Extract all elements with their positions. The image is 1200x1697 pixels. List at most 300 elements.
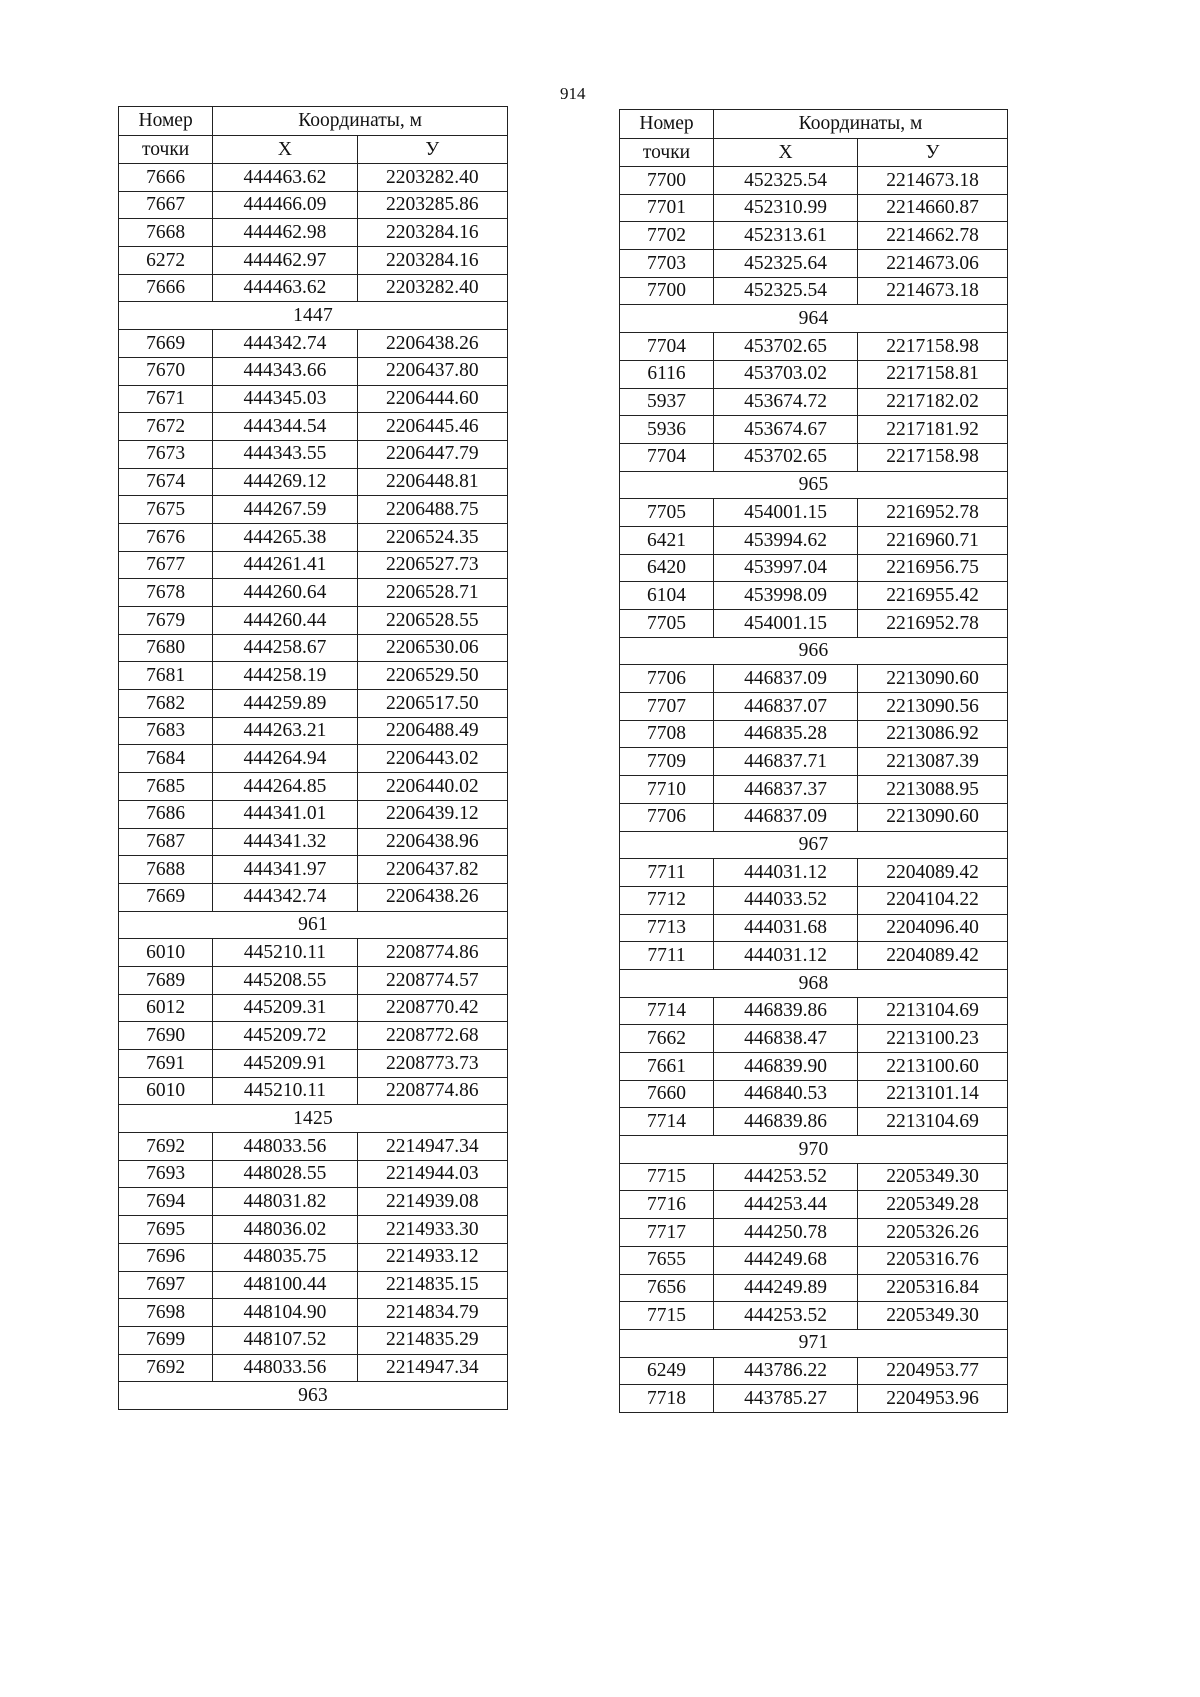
x-coordinate-cell: 446837.09 [714, 803, 858, 831]
point-number-cell: 7668 [119, 219, 213, 247]
table-row [119, 1160, 508, 1188]
point-number-cell: 7689 [119, 966, 213, 994]
point-number-header-line2: точки [620, 138, 714, 167]
table-row [119, 800, 508, 828]
table-row [119, 1299, 508, 1327]
y-coordinate-cell: 2206445.46 [357, 413, 507, 441]
x-coordinate-cell: 453702.65 [714, 443, 858, 471]
x-coordinate-cell: 444033.52 [714, 886, 858, 914]
x-coordinate-cell: 444031.12 [714, 942, 858, 970]
y-coordinate-cell: 2214834.79 [357, 1299, 507, 1327]
y-coordinate-cell: 2204089.42 [858, 859, 1008, 887]
y-coordinate-cell: 2205349.28 [858, 1191, 1008, 1219]
x-coordinate-cell: 453674.67 [714, 416, 858, 444]
point-number-header: Номер [119, 107, 213, 136]
table-row [119, 496, 508, 524]
point-number-cell: 6012 [119, 994, 213, 1022]
x-coordinate-cell: 454001.15 [714, 610, 858, 638]
x-coordinate-cell: 448036.02 [213, 1216, 357, 1244]
x-coordinate-cell: 452325.54 [714, 167, 858, 195]
x-coordinate-cell: 448033.56 [213, 1354, 357, 1382]
x-coordinate-cell: 448104.90 [213, 1299, 357, 1327]
point-number-cell: 7714 [620, 1108, 714, 1136]
y-coordinate-cell: 2206448.81 [357, 468, 507, 496]
point-number-cell: 7685 [119, 773, 213, 801]
point-number-cell: 7691 [119, 1050, 213, 1078]
x-coordinate-cell: 444342.74 [213, 330, 357, 358]
x-coordinate-cell: 444341.01 [213, 800, 357, 828]
x-coordinate-cell: 446840.53 [714, 1080, 858, 1108]
coordinates-header: Координаты, м [213, 107, 508, 136]
point-number-cell: 7701 [620, 194, 714, 222]
x-coordinate-cell: 444253.44 [714, 1191, 858, 1219]
y-coordinate-cell: 2205349.30 [858, 1302, 1008, 1330]
table-row [119, 1354, 508, 1382]
x-coordinate-cell: 444345.03 [213, 385, 357, 413]
table-row [119, 330, 508, 358]
x-coordinate-cell: 444341.32 [213, 828, 357, 856]
table-row [119, 1271, 508, 1299]
point-number-cell: 7675 [119, 496, 213, 524]
group-row [620, 471, 1008, 499]
point-number-cell: 7682 [119, 690, 213, 718]
x-coordinate-cell: 444462.98 [213, 219, 357, 247]
x-coordinate-cell: 443785.27 [714, 1385, 858, 1413]
x-column-header: Х [213, 135, 357, 164]
point-number-cell: 5936 [620, 416, 714, 444]
table-row [620, 1080, 1008, 1108]
group-row [119, 302, 508, 330]
coordinates-table-left [118, 106, 508, 1410]
coordinates-header: Координаты, м [714, 110, 1008, 139]
y-coordinate-cell: 2213090.60 [858, 665, 1008, 693]
point-number-cell: 6104 [620, 582, 714, 610]
group-label: 961 [119, 911, 508, 939]
y-coordinate-cell: 2214947.34 [357, 1354, 507, 1382]
point-number-cell: 7672 [119, 413, 213, 441]
x-coordinate-cell: 448100.44 [213, 1271, 357, 1299]
group-row [620, 1136, 1008, 1164]
point-number-cell: 7673 [119, 440, 213, 468]
group-label: 967 [620, 831, 1008, 859]
point-number-cell: 6249 [620, 1357, 714, 1385]
table-row [119, 939, 508, 967]
table-row [119, 1188, 508, 1216]
table-row [620, 610, 1008, 638]
x-coordinate-cell: 445208.55 [213, 966, 357, 994]
x-coordinate-cell: 453994.62 [714, 526, 858, 554]
x-coordinate-cell: 444250.78 [714, 1219, 858, 1247]
point-number-cell: 7713 [620, 914, 714, 942]
y-coordinate-cell: 2206444.60 [357, 385, 507, 413]
table-row [620, 665, 1008, 693]
table-row [620, 250, 1008, 278]
table-row [119, 634, 508, 662]
y-coordinate-cell: 2206524.35 [357, 523, 507, 551]
x-coordinate-cell: 446835.28 [714, 720, 858, 748]
point-number-cell: 7715 [620, 1302, 714, 1330]
table-row [620, 416, 1008, 444]
point-number-cell: 7684 [119, 745, 213, 773]
point-number-cell: 7697 [119, 1271, 213, 1299]
x-coordinate-cell: 444343.55 [213, 440, 357, 468]
y-coordinate-cell: 2217181.92 [858, 416, 1008, 444]
y-coordinate-cell: 2217158.81 [858, 360, 1008, 388]
x-coordinate-cell: 444249.89 [714, 1274, 858, 1302]
table-row [119, 385, 508, 413]
y-coordinate-cell: 2213090.60 [858, 803, 1008, 831]
table-row [119, 1022, 508, 1050]
table-row [620, 886, 1008, 914]
table-row [620, 1302, 1008, 1330]
y-coordinate-cell: 2217182.02 [858, 388, 1008, 416]
y-coordinate-cell: 2204953.77 [858, 1357, 1008, 1385]
table-row [119, 219, 508, 247]
table-row [620, 748, 1008, 776]
x-coordinate-cell: 444253.52 [714, 1302, 858, 1330]
y-coordinate-cell: 2203285.86 [357, 191, 507, 219]
group-label: 1425 [119, 1105, 508, 1133]
y-coordinate-cell: 2213100.23 [858, 1025, 1008, 1053]
x-coordinate-cell: 446838.47 [714, 1025, 858, 1053]
y-coordinate-cell: 2206437.82 [357, 856, 507, 884]
point-number-cell: 7711 [620, 859, 714, 887]
table-row [620, 1191, 1008, 1219]
table-row [119, 856, 508, 884]
y-column-header: У [858, 138, 1008, 167]
group-row [620, 305, 1008, 333]
point-number-cell: 7699 [119, 1326, 213, 1354]
point-number-cell: 7704 [620, 333, 714, 361]
y-coordinate-cell: 2214673.18 [858, 277, 1008, 305]
point-number-cell: 7718 [620, 1385, 714, 1413]
table-row [620, 554, 1008, 582]
table-row [119, 994, 508, 1022]
y-coordinate-cell: 2206488.75 [357, 496, 507, 524]
table-row [119, 717, 508, 745]
point-number-header-line2: точки [119, 135, 213, 164]
table-row [119, 1326, 508, 1354]
point-number-cell: 7711 [620, 942, 714, 970]
point-number-cell: 7716 [620, 1191, 714, 1219]
x-coordinate-cell: 446837.37 [714, 776, 858, 804]
point-number-cell: 7706 [620, 665, 714, 693]
y-coordinate-cell: 2205316.84 [858, 1274, 1008, 1302]
x-coordinate-cell: 446837.09 [714, 665, 858, 693]
table-row [620, 333, 1008, 361]
y-coordinate-cell: 2217158.98 [858, 443, 1008, 471]
group-label: 970 [620, 1136, 1008, 1164]
y-coordinate-cell: 2206527.73 [357, 551, 507, 579]
point-number-cell: 7700 [620, 277, 714, 305]
point-number-header: Номер [620, 110, 714, 139]
point-number-cell: 7681 [119, 662, 213, 690]
table-row [620, 942, 1008, 970]
group-label: 966 [620, 637, 1008, 665]
group-row [620, 969, 1008, 997]
y-coordinate-cell: 2213100.60 [858, 1053, 1008, 1081]
y-coordinate-cell: 2204089.42 [858, 942, 1008, 970]
x-coordinate-cell: 446839.86 [714, 997, 858, 1025]
y-coordinate-cell: 2216955.42 [858, 582, 1008, 610]
table-row [119, 247, 508, 275]
point-number-cell: 7696 [119, 1243, 213, 1271]
point-number-cell: 7674 [119, 468, 213, 496]
y-coordinate-cell: 2206438.96 [357, 828, 507, 856]
table-row [620, 1108, 1008, 1136]
table-row [119, 690, 508, 718]
table-row [620, 776, 1008, 804]
x-coordinate-cell: 444258.67 [213, 634, 357, 662]
point-number-cell: 7705 [620, 499, 714, 527]
x-coordinate-cell: 444463.62 [213, 274, 357, 302]
point-number-cell: 7666 [119, 164, 213, 192]
point-number-cell: 7667 [119, 191, 213, 219]
table-row [119, 1216, 508, 1244]
table-row [620, 443, 1008, 471]
y-coordinate-cell: 2204096.40 [858, 914, 1008, 942]
table-row [119, 1133, 508, 1161]
x-coordinate-cell: 444258.19 [213, 662, 357, 690]
y-coordinate-cell: 2213088.95 [858, 776, 1008, 804]
point-number-cell: 7692 [119, 1133, 213, 1161]
x-coordinate-cell: 444031.68 [714, 914, 858, 942]
table-row [119, 579, 508, 607]
y-coordinate-cell: 2213086.92 [858, 720, 1008, 748]
point-number-cell: 7692 [119, 1354, 213, 1382]
point-number-cell: 7712 [620, 886, 714, 914]
point-number-cell: 6116 [620, 360, 714, 388]
point-number-cell: 7698 [119, 1299, 213, 1327]
x-coordinate-cell: 448028.55 [213, 1160, 357, 1188]
x-coordinate-cell: 444261.41 [213, 551, 357, 579]
x-coordinate-cell: 444253.52 [714, 1163, 858, 1191]
point-number-cell: 7669 [119, 883, 213, 911]
group-row [620, 1329, 1008, 1357]
table-body-left [119, 164, 508, 1410]
y-coordinate-cell: 2206447.79 [357, 440, 507, 468]
point-number-cell: 7677 [119, 551, 213, 579]
y-coordinate-cell: 2205349.30 [858, 1163, 1008, 1191]
coordinates-table-right [619, 109, 1008, 1413]
point-number-cell: 6010 [119, 939, 213, 967]
x-coordinate-cell: 444466.09 [213, 191, 357, 219]
table-row [620, 803, 1008, 831]
y-coordinate-cell: 2204104.22 [858, 886, 1008, 914]
table-row [119, 551, 508, 579]
table-row [119, 1077, 508, 1105]
x-coordinate-cell: 444259.89 [213, 690, 357, 718]
table-row [620, 167, 1008, 195]
y-coordinate-cell: 2203284.16 [357, 219, 507, 247]
point-number-cell: 7717 [620, 1219, 714, 1247]
table-row [620, 582, 1008, 610]
table-row [620, 914, 1008, 942]
y-coordinate-cell: 2206528.71 [357, 579, 507, 607]
table-row [620, 360, 1008, 388]
x-column-header: Х [714, 138, 858, 167]
point-number-cell: 6421 [620, 526, 714, 554]
table-row [119, 274, 508, 302]
y-coordinate-cell: 2214673.06 [858, 250, 1008, 278]
point-number-cell: 7670 [119, 357, 213, 385]
group-row [620, 831, 1008, 859]
x-coordinate-cell: 445209.31 [213, 994, 357, 1022]
group-row [119, 1105, 508, 1133]
x-coordinate-cell: 444260.44 [213, 607, 357, 635]
point-number-cell: 6272 [119, 247, 213, 275]
point-number-cell: 7662 [620, 1025, 714, 1053]
table-body-right [620, 167, 1008, 1413]
y-coordinate-cell: 2214933.30 [357, 1216, 507, 1244]
x-coordinate-cell: 444263.21 [213, 717, 357, 745]
point-number-cell: 6010 [119, 1077, 213, 1105]
x-coordinate-cell: 452325.54 [714, 277, 858, 305]
point-number-cell: 7656 [620, 1274, 714, 1302]
y-coordinate-cell: 2214835.29 [357, 1326, 507, 1354]
table-row [620, 693, 1008, 721]
table-row [119, 523, 508, 551]
x-coordinate-cell: 453702.65 [714, 333, 858, 361]
table-row [620, 1053, 1008, 1081]
point-number-cell: 7705 [620, 610, 714, 638]
y-coordinate-cell: 2216952.78 [858, 499, 1008, 527]
y-coordinate-cell: 2216952.78 [858, 610, 1008, 638]
x-coordinate-cell: 448031.82 [213, 1188, 357, 1216]
y-coordinate-cell: 2214947.34 [357, 1133, 507, 1161]
x-coordinate-cell: 448033.56 [213, 1133, 357, 1161]
point-number-cell: 7666 [119, 274, 213, 302]
table-row [119, 468, 508, 496]
y-coordinate-cell: 2214939.08 [357, 1188, 507, 1216]
x-coordinate-cell: 444260.64 [213, 579, 357, 607]
point-number-cell: 7679 [119, 607, 213, 635]
y-coordinate-cell: 2208774.57 [357, 966, 507, 994]
table-row [620, 1385, 1008, 1413]
y-coordinate-cell: 2206517.50 [357, 690, 507, 718]
point-number-cell: 7678 [119, 579, 213, 607]
y-coordinate-cell: 2208770.42 [357, 994, 507, 1022]
table-row [119, 1243, 508, 1271]
point-number-cell: 7683 [119, 717, 213, 745]
x-coordinate-cell: 453674.72 [714, 388, 858, 416]
x-coordinate-cell: 444249.68 [714, 1246, 858, 1274]
point-number-cell: 7706 [620, 803, 714, 831]
table-row [620, 1274, 1008, 1302]
point-number-cell: 7693 [119, 1160, 213, 1188]
table-row [620, 526, 1008, 554]
table-row [620, 277, 1008, 305]
point-number-cell: 7708 [620, 720, 714, 748]
y-coordinate-cell: 2206528.55 [357, 607, 507, 635]
point-number-cell: 7702 [620, 222, 714, 250]
y-coordinate-cell: 2213104.69 [858, 1108, 1008, 1136]
table-row [620, 388, 1008, 416]
y-coordinate-cell: 2203282.40 [357, 274, 507, 302]
y-coordinate-cell: 2214660.87 [858, 194, 1008, 222]
x-coordinate-cell: 444341.97 [213, 856, 357, 884]
point-number-cell: 7680 [119, 634, 213, 662]
y-coordinate-cell: 2204953.96 [858, 1385, 1008, 1413]
y-coordinate-cell: 2206488.49 [357, 717, 507, 745]
y-coordinate-cell: 2206440.02 [357, 773, 507, 801]
x-coordinate-cell: 446839.90 [714, 1053, 858, 1081]
y-coordinate-cell: 2206529.50 [357, 662, 507, 690]
table-row [119, 413, 508, 441]
y-coordinate-cell: 2213101.14 [858, 1080, 1008, 1108]
group-row [620, 637, 1008, 665]
x-coordinate-cell: 444264.85 [213, 773, 357, 801]
x-coordinate-cell: 452313.61 [714, 222, 858, 250]
y-coordinate-cell: 2206438.26 [357, 883, 507, 911]
point-number-cell: 7687 [119, 828, 213, 856]
group-label: 1447 [119, 302, 508, 330]
y-coordinate-cell: 2213087.39 [858, 748, 1008, 776]
y-coordinate-cell: 2214662.78 [858, 222, 1008, 250]
point-number-cell: 7671 [119, 385, 213, 413]
y-coordinate-cell: 2214933.12 [357, 1243, 507, 1271]
group-label: 968 [620, 969, 1008, 997]
y-column-header: У [357, 135, 507, 164]
y-coordinate-cell: 2217158.98 [858, 333, 1008, 361]
point-number-cell: 7690 [119, 1022, 213, 1050]
table-row [620, 194, 1008, 222]
point-number-cell: 7694 [119, 1188, 213, 1216]
x-coordinate-cell: 453997.04 [714, 554, 858, 582]
x-coordinate-cell: 446837.07 [714, 693, 858, 721]
table-row [119, 883, 508, 911]
group-row [119, 911, 508, 939]
y-coordinate-cell: 2203284.16 [357, 247, 507, 275]
table-row [119, 607, 508, 635]
point-number-cell: 7669 [119, 330, 213, 358]
y-coordinate-cell: 2203282.40 [357, 164, 507, 192]
y-coordinate-cell: 2213090.56 [858, 693, 1008, 721]
y-coordinate-cell: 2214835.15 [357, 1271, 507, 1299]
x-coordinate-cell: 444344.54 [213, 413, 357, 441]
group-label: 963 [119, 1382, 508, 1410]
point-number-cell: 7703 [620, 250, 714, 278]
table-row [620, 1357, 1008, 1385]
y-coordinate-cell: 2208773.73 [357, 1050, 507, 1078]
table-row [119, 357, 508, 385]
table-row [119, 745, 508, 773]
y-coordinate-cell: 2205326.26 [858, 1219, 1008, 1247]
y-coordinate-cell: 2206530.06 [357, 634, 507, 662]
y-coordinate-cell: 2214944.03 [357, 1160, 507, 1188]
table-row [620, 997, 1008, 1025]
point-number-cell: 7695 [119, 1216, 213, 1244]
point-number-cell: 7715 [620, 1163, 714, 1191]
x-coordinate-cell: 453703.02 [714, 360, 858, 388]
table-row [119, 1050, 508, 1078]
x-coordinate-cell: 444343.66 [213, 357, 357, 385]
y-coordinate-cell: 2206437.80 [357, 357, 507, 385]
x-coordinate-cell: 445209.91 [213, 1050, 357, 1078]
point-number-cell: 7710 [620, 776, 714, 804]
x-coordinate-cell: 446839.86 [714, 1108, 858, 1136]
y-coordinate-cell: 2216956.75 [858, 554, 1008, 582]
table-row [620, 720, 1008, 748]
y-coordinate-cell: 2208772.68 [357, 1022, 507, 1050]
y-coordinate-cell: 2213104.69 [858, 997, 1008, 1025]
point-number-cell: 7676 [119, 523, 213, 551]
table-row [119, 828, 508, 856]
point-number-cell: 7700 [620, 167, 714, 195]
table-row [620, 1163, 1008, 1191]
point-number-cell: 7704 [620, 443, 714, 471]
x-coordinate-cell: 444265.38 [213, 523, 357, 551]
